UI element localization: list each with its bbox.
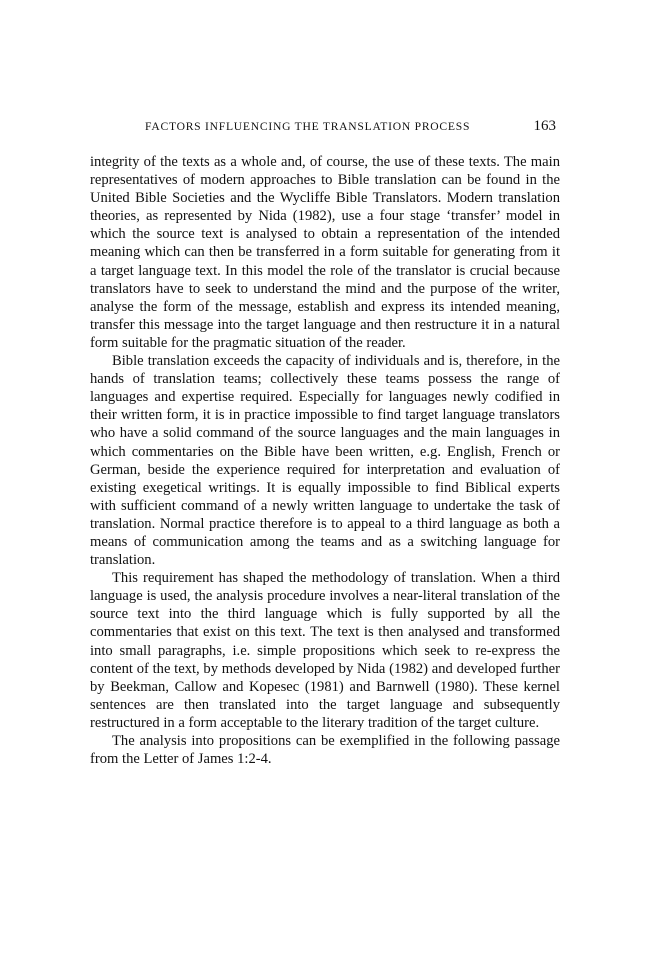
running-head xyxy=(90,118,560,138)
paragraph-4: The analysis into propositions can be exemplified in the following passage from the Letter of James 1:2-4. xyxy=(90,733,560,768)
paragraph-3: This requirement has shaped the methodology of translation. When a third language is used, the analysis procedure involves a near-literal translation of the source text into the third language which is fully supported by all the commentaries that exist on this text. The text is then analysed and transformed into small paragraphs, i.e. simple propositions which seek to re-express the content of the text, by methods developed by Nida (1982) and developed further by Beekman, Callow and Kopesec (1981) and Barnwell (1980). These kernel sentences are then translated into the target language and subsequently restructured in a form acceptable to the literary tradition of the target culture. xyxy=(90,570,560,731)
page-number: 163 xyxy=(533,118,556,134)
body-text xyxy=(90,153,560,768)
paragraph-1: integrity of the texts as a whole and, of course, the use of these texts. The main representatives of modern approaches to Bible translation can be found in the United Bible Societies and the Wycliffe Bible Translators. Modern translation theories, as represented by Nida (1982), use a four stage ‘transfer’ model in which the source text is analysed to obtain a representation of the intended meaning which can then be transferred in a form suitable for generating from it a target language text. In this model the role of the translator is crucial because translators have to seek to understand the mind and the purpose of the writer, analyse the form of the message, establish and express its intended meaning, transfer this message into the target language and then restructure it in a natural form suitable for the pragmatic situation of the reader. xyxy=(90,154,560,351)
paragraph-2: Bible translation exceeds the capacity of individuals and is, therefore, in the hands of translation teams; collectively these teams possess the range of languages and expertise required. Especially for languages newly codified in their written form, it is in practice impossible to find target language translators who have a solid command of the source languages and the main languages in which commentaries on the Bible have been written, e.g. English, French or German, beside the experience required for interpretation and evaluation of existing exegetical writings. It is equally impossible to find Biblical experts with sufficient command of a newly written language to undertake the task of translation. Normal practice therefore is to appeal to a third language as both a means of communication among the teams and as a switching language for translation. xyxy=(90,353,560,569)
running-title: FACTORS INFLUENCING THE TRANSLATION PROCESS xyxy=(145,120,471,133)
